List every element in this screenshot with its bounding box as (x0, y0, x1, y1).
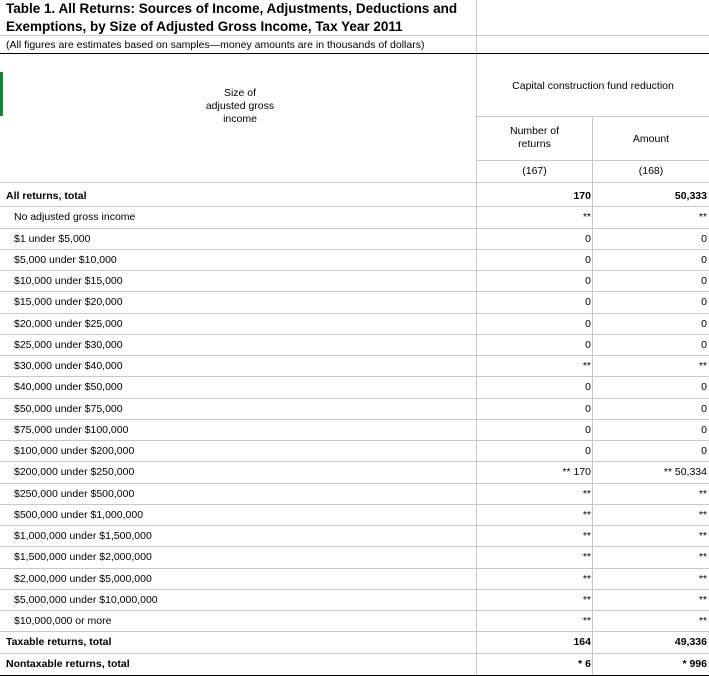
row-label: $50,000 under $75,000 (14, 403, 123, 415)
row-label: $250,000 under $500,000 (14, 488, 135, 500)
row-label: $1,000,000 under $1,500,000 (14, 530, 152, 542)
cell-amount: ** (698, 211, 707, 223)
cell-returns: ** (582, 615, 591, 627)
cell-returns: ** (582, 488, 591, 500)
cell-returns: 0 (585, 445, 591, 457)
row-label: $15,000 under $20,000 (14, 296, 123, 308)
cell-amount: 0 (701, 275, 707, 287)
row-rule (0, 270, 709, 271)
row-label: $1 under $5,000 (14, 233, 91, 245)
cell-returns: ** 170 (562, 466, 591, 478)
group-header: Capital construction fund reduction (512, 80, 674, 92)
cell-returns: ** (582, 530, 591, 542)
row-rule (0, 653, 709, 654)
row-label: Nontaxable returns, total (6, 658, 130, 670)
row-rule (0, 334, 709, 335)
cell-returns: 0 (585, 381, 591, 393)
row-rule (0, 525, 709, 526)
cell-returns: ** (582, 509, 591, 521)
header-bottom-rule (0, 182, 709, 183)
col-divider-2 (592, 116, 593, 676)
cell-amount: ** (698, 594, 707, 606)
cell-amount: 0 (701, 254, 707, 266)
col-returns-code: (167) (522, 165, 547, 177)
row-label: $10,000 under $15,000 (14, 275, 123, 287)
cell-amount: * 996 (682, 658, 707, 670)
cell-amount: 50,333 (674, 190, 707, 202)
row-rule (0, 228, 709, 229)
cell-amount: 0 (701, 403, 707, 415)
cell-amount: 0 (701, 424, 707, 436)
row-rule (0, 546, 709, 547)
row-label: $30,000 under $40,000 (14, 360, 123, 372)
cell-returns: 0 (585, 296, 591, 308)
cell-amount: ** 50,334 (663, 466, 707, 478)
row-rule (0, 589, 709, 590)
table-title (6, 0, 457, 36)
cell-returns: ** (582, 551, 591, 563)
cell-amount: 49,336 (674, 636, 707, 648)
cell-returns: ** (582, 360, 591, 372)
row-label: Taxable returns, total (6, 636, 112, 648)
cell-amount: 0 (701, 318, 707, 330)
row-label: $500,000 under $1,000,000 (14, 509, 144, 521)
cell-returns: 0 (585, 254, 591, 266)
cell-amount: 0 (701, 445, 707, 457)
table-title-line2: Exemptions, by Size of Adjusted Gross Income, Tax Year 2011 (6, 19, 403, 34)
row-rule (0, 483, 709, 484)
cell-amount: ** (698, 530, 707, 542)
group-rule (476, 116, 709, 117)
cell-returns: * 6 (578, 658, 591, 670)
row-rule (0, 291, 709, 292)
table-subtitle: (All figures are estimates based on samples—money amounts are in thousands of dollars) (6, 39, 425, 51)
cell-amount: ** (698, 551, 707, 563)
cell-amount: 0 (701, 233, 707, 245)
selection-marker (0, 72, 3, 116)
table-title-line1: Table 1. All Returns: Sources of Income, Adjustments, Deductions and (6, 1, 458, 16)
row-rule (0, 398, 709, 399)
cell-returns: ** (582, 573, 591, 585)
row-label: $25,000 under $30,000 (14, 339, 123, 351)
col-amount-code: (168) (638, 165, 664, 177)
row-rule (0, 568, 709, 569)
cell-amount: ** (698, 573, 707, 585)
row-label: $10,000,000 or more (14, 615, 112, 627)
row-label: No adjusted gross income (14, 211, 136, 223)
cell-returns: 164 (573, 636, 591, 648)
row-rule (0, 355, 709, 356)
row-rule (0, 313, 709, 314)
row-label: $1,500,000 under $2,000,000 (14, 551, 152, 563)
row-label: $5,000 under $10,000 (14, 254, 117, 266)
row-label: $40,000 under $50,000 (14, 381, 123, 393)
row-label: $75,000 under $100,000 (14, 424, 129, 436)
cell-amount: ** (698, 615, 707, 627)
row-label-header: Size of adjusted gross income (205, 87, 275, 125)
cell-amount: ** (698, 360, 707, 372)
col-returns-header: Number of returns (509, 125, 560, 150)
cell-amount: ** (698, 488, 707, 500)
row-rule (0, 461, 709, 462)
row-rule (0, 504, 709, 505)
cell-returns: 0 (585, 403, 591, 415)
row-label: $2,000,000 under $5,000,000 (14, 573, 152, 585)
cell-returns: 0 (585, 424, 591, 436)
row-label: $20,000 under $25,000 (14, 318, 123, 330)
cell-returns: ** (582, 211, 591, 223)
subheader-rule (476, 160, 709, 161)
cell-returns: 0 (585, 339, 591, 351)
row-rule (0, 631, 709, 632)
cell-amount: ** (698, 509, 707, 521)
cell-returns: 170 (573, 190, 591, 202)
cell-returns: ** (582, 594, 591, 606)
row-rule (0, 376, 709, 377)
row-label: $200,000 under $250,000 (14, 466, 135, 478)
cell-amount: 0 (701, 381, 707, 393)
title-divider (476, 0, 477, 52)
cell-returns: 0 (585, 275, 591, 287)
row-rule (0, 610, 709, 611)
row-label: $5,000,000 under $10,000,000 (14, 594, 158, 606)
row-rule (0, 419, 709, 420)
row-rule (0, 206, 709, 207)
cell-amount: 0 (701, 339, 707, 351)
col-amount-header: Amount (632, 133, 670, 145)
header-top-rule (0, 53, 709, 54)
row-label: $100,000 under $200,000 (14, 445, 135, 457)
row-label: All returns, total (6, 190, 87, 202)
cell-returns: 0 (585, 318, 591, 330)
title-rule (0, 35, 709, 36)
cell-returns: 0 (585, 233, 591, 245)
row-rule (0, 249, 709, 250)
row-rule (0, 440, 709, 441)
cell-amount: 0 (701, 296, 707, 308)
